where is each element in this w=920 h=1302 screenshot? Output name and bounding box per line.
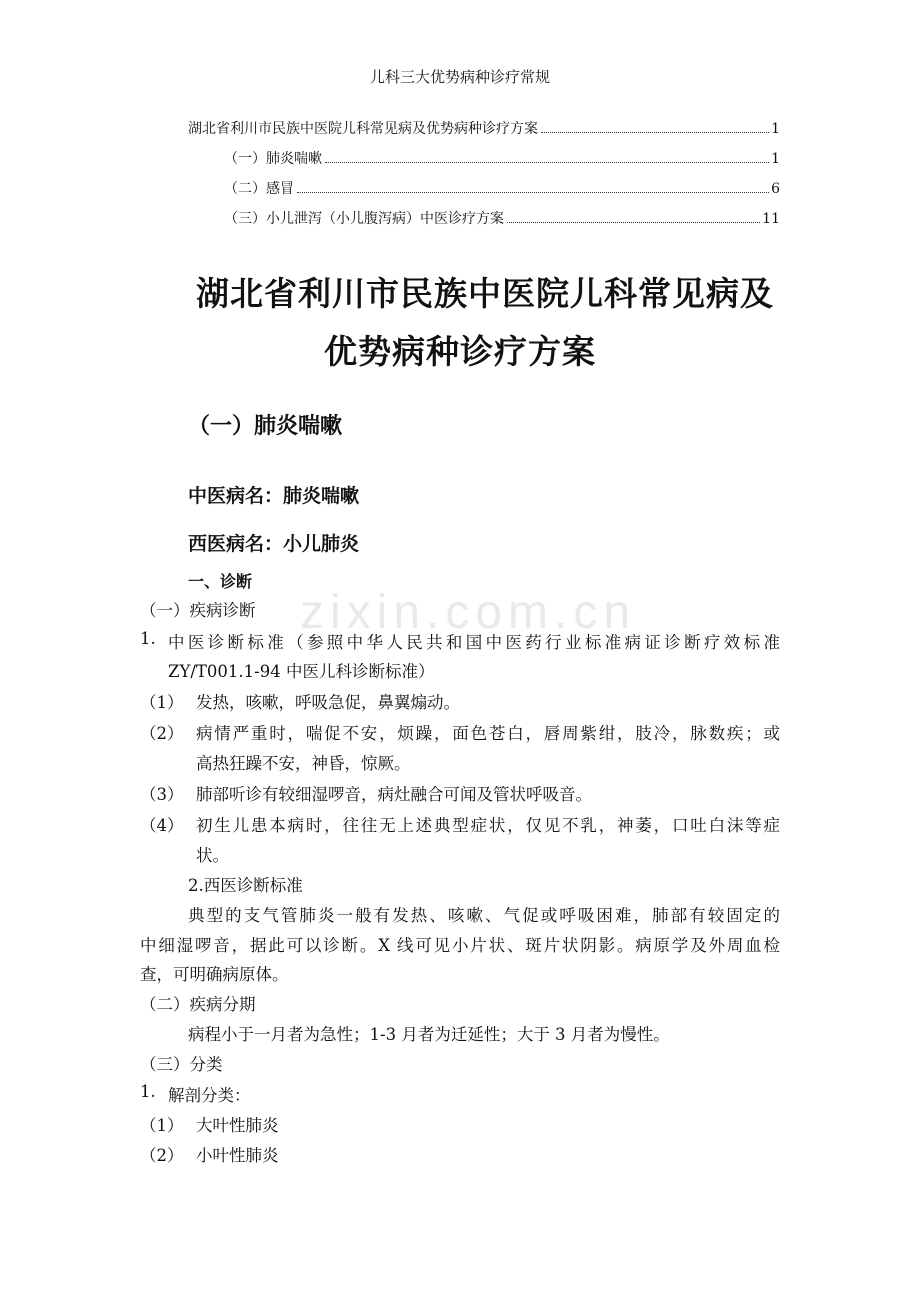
item-number: 1. (140, 1082, 156, 1101)
document-title-line1: 湖北省利川市民族中医院儿科常见病及 (196, 274, 774, 313)
toc-label: （二）感冒 (224, 181, 294, 197)
criteria-item: 初生儿患本病时，往往无上述典型症状，仅见不乳，神萎，口吐白沫等症 (196, 816, 780, 835)
toc-entry[interactable] (224, 208, 780, 228)
page-header: 儿科三大优势病种诊疗常规 (369, 68, 550, 86)
document-title-line2: 优势病种诊疗方案 (324, 332, 596, 371)
item-number: （4） (140, 816, 184, 835)
toc-label: （三）小儿泄泻（小儿腹泻病）中医诊疗方案 (224, 211, 504, 227)
toc-page: 6 (771, 181, 780, 197)
item-number: （3） (140, 785, 184, 804)
item-number: （1） (140, 1116, 184, 1135)
toc-label: 湖北省利川市民族中医院儿科常见病及优势病种诊疗方案 (188, 121, 538, 137)
anatomy-item: 大叶性肺炎 (196, 1116, 279, 1135)
criteria-item: 状。 (196, 846, 229, 865)
anatomy-item: 小叶性肺炎 (196, 1146, 279, 1165)
tcm-disease-name: 中医病名：肺炎喘嗽 (188, 485, 360, 507)
criteria-item: 发热，咳嗽，呼吸急促，鼻翼煽动。 (196, 693, 460, 712)
tcm-criteria-line: 中医诊断标准（参照中华人民共和国中医药行业标准病证诊断疗效标准 (168, 633, 780, 652)
item-number: （2） (140, 1146, 184, 1165)
staging-text: 病程小于一月者为急性；1-3 月者为迁延性；大于 3 月者为慢性。 (188, 1025, 670, 1044)
criteria-item: 高热狂躁不安，神昏，惊厥。 (196, 754, 411, 773)
criteria-item: 肺部听诊有较细湿啰音，病灶融合可闻及管状呼吸音。 (196, 785, 592, 804)
toc-label: （一）肺炎喘嗽 (224, 151, 322, 167)
classification-heading: （三）分类 (140, 1055, 223, 1074)
item-number: （2） (140, 724, 184, 743)
toc-entry[interactable] (224, 148, 780, 168)
item-number: 1. (140, 629, 156, 648)
diagnosis-heading: 一、诊断 (188, 572, 253, 591)
item-number: （1） (140, 693, 184, 712)
body-paragraph-line: 查，可明确病原体。 (140, 965, 289, 984)
disease-diagnosis-heading: （一）疾病诊断 (140, 601, 256, 620)
staging-heading: （二）疾病分期 (140, 995, 256, 1014)
western-criteria-heading: 2.西医诊断标准 (188, 876, 303, 895)
anatomy-label: 解剖分类： (168, 1086, 251, 1105)
toc-entry[interactable] (224, 178, 780, 198)
western-disease-name: 西医病名：小儿肺炎 (188, 533, 360, 555)
watermark: zixin.com.cn (300, 586, 637, 639)
toc-page: 1 (771, 121, 780, 137)
toc-page: 1 (771, 151, 780, 167)
body-paragraph-line: 典型的支气管肺炎一般有发热、咳嗽、气促或呼吸困难，肺部有较固定的 (188, 906, 780, 925)
toc-page: 11 (762, 211, 780, 227)
criteria-item: 病情严重时，喘促不安，烦躁，面色苍白，唇周紫绀，肢冷，脉数疾；或 (196, 724, 780, 743)
tcm-criteria-line: ZY/T001.1-94 中医儿科诊断标准） (168, 662, 435, 681)
toc-entry[interactable] (188, 118, 780, 138)
body-paragraph-line: 中细湿啰音，据此可以诊断。X 线可见小片状、斑片状阴影。病原学及外周血检 (140, 936, 780, 955)
section-heading: （一）肺炎喘嗽 (188, 414, 343, 439)
